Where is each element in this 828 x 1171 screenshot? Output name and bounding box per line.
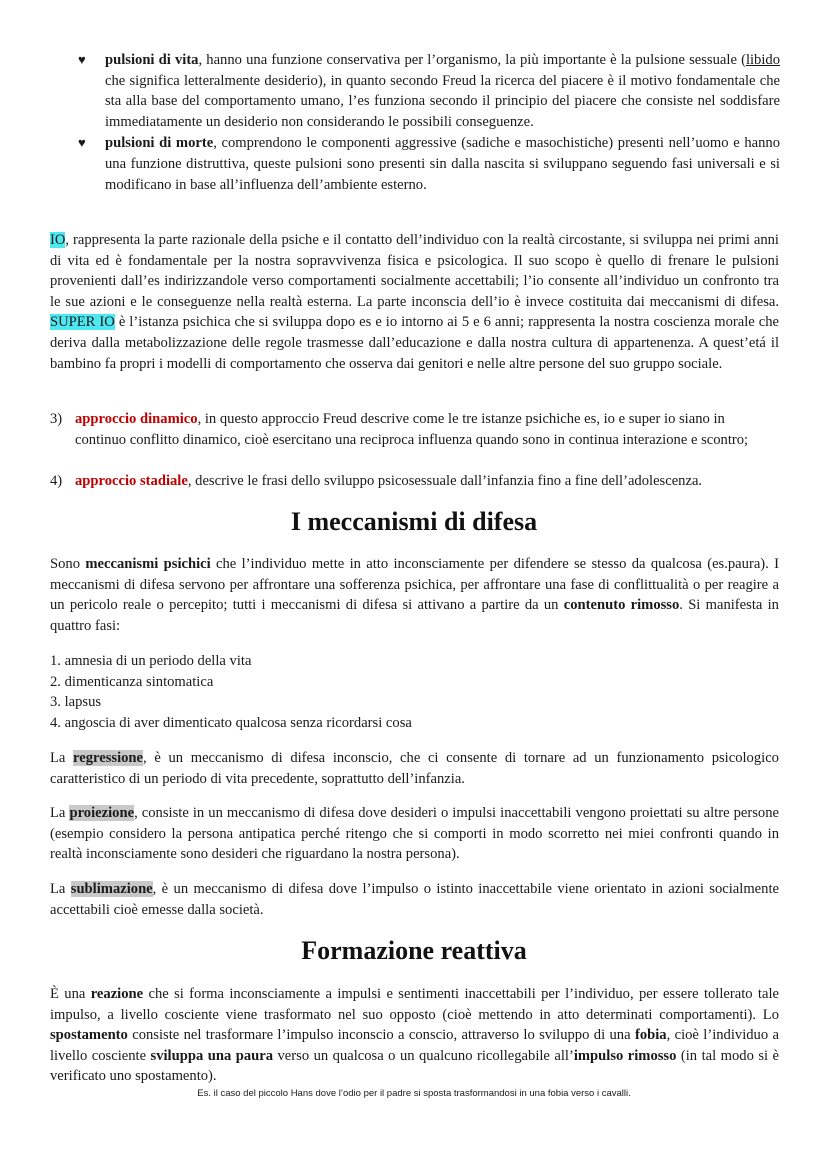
heading-meccanismi: I meccanismi di difesa <box>290 507 538 536</box>
text: , in questo approccio Freud descrive come le tre istanze psichiche es, io e super io siano in continuo conflitto dinamico, cioè esercitano una reciproca influenza quando sono in continua interazione e scontro; <box>75 411 749 448</box>
approach-item <box>50 471 779 492</box>
term-pulsioni-vita: pulsioni di vita <box>105 52 199 68</box>
text: , hanno una funzione conservativa per l’organismo, la più importante è la pulsione sessuale ( <box>198 52 746 68</box>
text: La <box>50 805 70 821</box>
item-number: 3) <box>50 411 63 427</box>
term-regressione: regressione <box>73 750 144 766</box>
term-approccio-stadiale: approccio stadiale <box>75 473 188 489</box>
text: È una <box>50 986 91 1002</box>
footnote: Es. il caso del piccolo Hans dove l’odio per il padre si sposta trasformandosi in una fobia verso i cavalli. <box>197 1088 631 1099</box>
text: . Si manifesta in quattro fasi: <box>50 597 779 634</box>
regressione-paragraph <box>50 748 779 789</box>
term-sviluppa-paura: sviluppa una paura <box>150 1047 274 1064</box>
io-paragraph <box>50 230 779 374</box>
phases-list <box>50 651 779 733</box>
io-label: IO <box>50 232 66 248</box>
list-item: 3. lapsus <box>50 694 102 711</box>
heart-bullet-icon: ♥ <box>78 52 86 67</box>
list-item: 4. angoscia di aver dimenticato qualcosa senza ricordarsi cosa <box>50 714 412 731</box>
term-proiezione: proiezione <box>69 805 135 821</box>
list-item: 1. amnesia di un periodo della vita <box>50 653 252 669</box>
heading-formazione: Formazione reattiva <box>301 936 527 965</box>
term-fobia: fobia <box>634 1027 667 1044</box>
term-approccio-dinamico: approccio dinamico <box>75 411 198 427</box>
text: , è un meccanismo di difesa dove l’impulso o istinto inaccettabile viene orientato in azioni socialmente accettabili cioè emesse dalla società. <box>50 881 779 918</box>
text: La <box>50 881 71 897</box>
term-pulsioni-morte: pulsioni di morte <box>105 135 214 152</box>
term-impulso-rimosso: impulso rimosso <box>573 1047 677 1064</box>
text: , descrive le frasi dello sviluppo psicosessuale dall’infanzia fino a fine dell’adolescenza. <box>187 473 703 489</box>
text: (in tal modo si è verificato uno spostamento). <box>50 1047 780 1085</box>
pulsioni-list <box>78 50 780 196</box>
term-spostamento: spostamento <box>50 1027 128 1044</box>
term-reazione: reazione <box>90 986 144 1002</box>
text: , rappresenta la parte razionale della psiche e il contatto dell’individuo con la realtà circostante, si sviluppa nei primi anni di vita ed è fondamentale per la nostra sopravvivenza fisica e psicologica. Il suo scopo è quello di frenare le pulsioni provenienti dall’es indirizzandole verso comportamenti socialmente accettabili; l’io consente all’individuo un confronto tra le sue azioni e le conseguenze nella realtà esterna. La parte inconscia dell’io è invece costituita dai meccanismi di difesa. <box>50 232 779 310</box>
text: , consiste in un meccanismo di difesa dove desideri o impulsi inaccettabili vengono proiettati su altre persone (esempio considero la persona antipatica perché ritengo che si comporti in modo scorretto nei miei confronti quando in realtà inconsciamente sono desideri che riguardano la nostra persona). <box>50 805 780 863</box>
term-contenuto-rimosso: contenuto rimosso <box>563 597 680 614</box>
text: è l’istanza psichica che si sviluppa dopo es e io intorno ai 5 e 6 anni; rappresenta la nostra coscienza morale che deriva dalla metabolizzazione delle regole trasmesse dall’educazione e dalla nostra cultura di appartenenza. A quest’etá il bambino fa propri i modelli di comportamento che osserva dai genitori e nelle altre persone del suo gruppo sociale. <box>50 314 780 372</box>
list-item: 2. dimenticanza sintomatica <box>50 673 214 690</box>
text: , cioè l’individuo a livello cosciente <box>50 1027 779 1064</box>
list-item <box>78 50 780 132</box>
superio-label: SUPER IO <box>50 314 115 331</box>
proiezione-paragraph <box>50 803 779 865</box>
text: che l’individuo mette in atto inconsciamente per difendere se stesso da qualcosa (es.paura). I meccanismi di difesa servono per affrontare una sofferenza psichica, per affrontare una fase di conflittualità o per reagire a un pericolo reale o percepito; tutti i meccanismi di difesa si attivano a partire da un <box>50 556 780 614</box>
approach-item <box>50 409 779 450</box>
list-item <box>78 133 780 195</box>
text: Sono <box>50 556 86 572</box>
sublimazione-paragraph <box>50 879 779 920</box>
term-sublimazione: sublimazione <box>70 881 153 897</box>
formazione-paragraph <box>50 984 779 1087</box>
text: che si forma inconsciamente a impulsi e sentimenti inaccettabili per l’individuo, per essere tollerato tale impulso, a livello cosciente viene trasformato nel suo opposto (cioè mettendo in atto determinati comportamenti). Lo <box>50 986 779 1023</box>
item-number: 4) <box>50 473 63 489</box>
text: , è un meccanismo di difesa inconscio, che ci consente di tornare ad un funzionamento psicologico caratteristico di un periodo di vita precedente, soprattutto dell’infanzia. <box>50 750 779 787</box>
text: verso un qualcosa o un qualcuno ricollegabile all’ <box>273 1047 574 1064</box>
text: che significa letteralmente desiderio), in quanto secondo Freud la ricerca del piacere è il motivo fondamentale che sta alla base del comportamento umano, l’es funziona secondo il principio del piacere che consiste nel soddisfare immediatamente un desiderio non considerando le possibili conseguenze. <box>105 72 780 130</box>
term-meccanismi-psichici: meccanismi psichici <box>85 556 211 572</box>
defense-intro-paragraph <box>50 554 779 636</box>
text: consiste nel trasformare l’impulso inconscio a conscio, attraverso lo sviluppo di una <box>127 1027 635 1044</box>
term-libido: libido <box>745 52 780 68</box>
text: La <box>50 750 74 766</box>
text: , comprendono le componenti aggressive (sadiche e masochistiche) presenti nell’uomo e hanno una funzione distruttiva, queste pulsioni sono presenti sin dalla nascita si sviluppano seguendo fasi universali e si modificano in base all’influenza dell’ambiente esterno. <box>105 135 780 193</box>
heart-bullet-icon: ♥ <box>78 135 86 151</box>
